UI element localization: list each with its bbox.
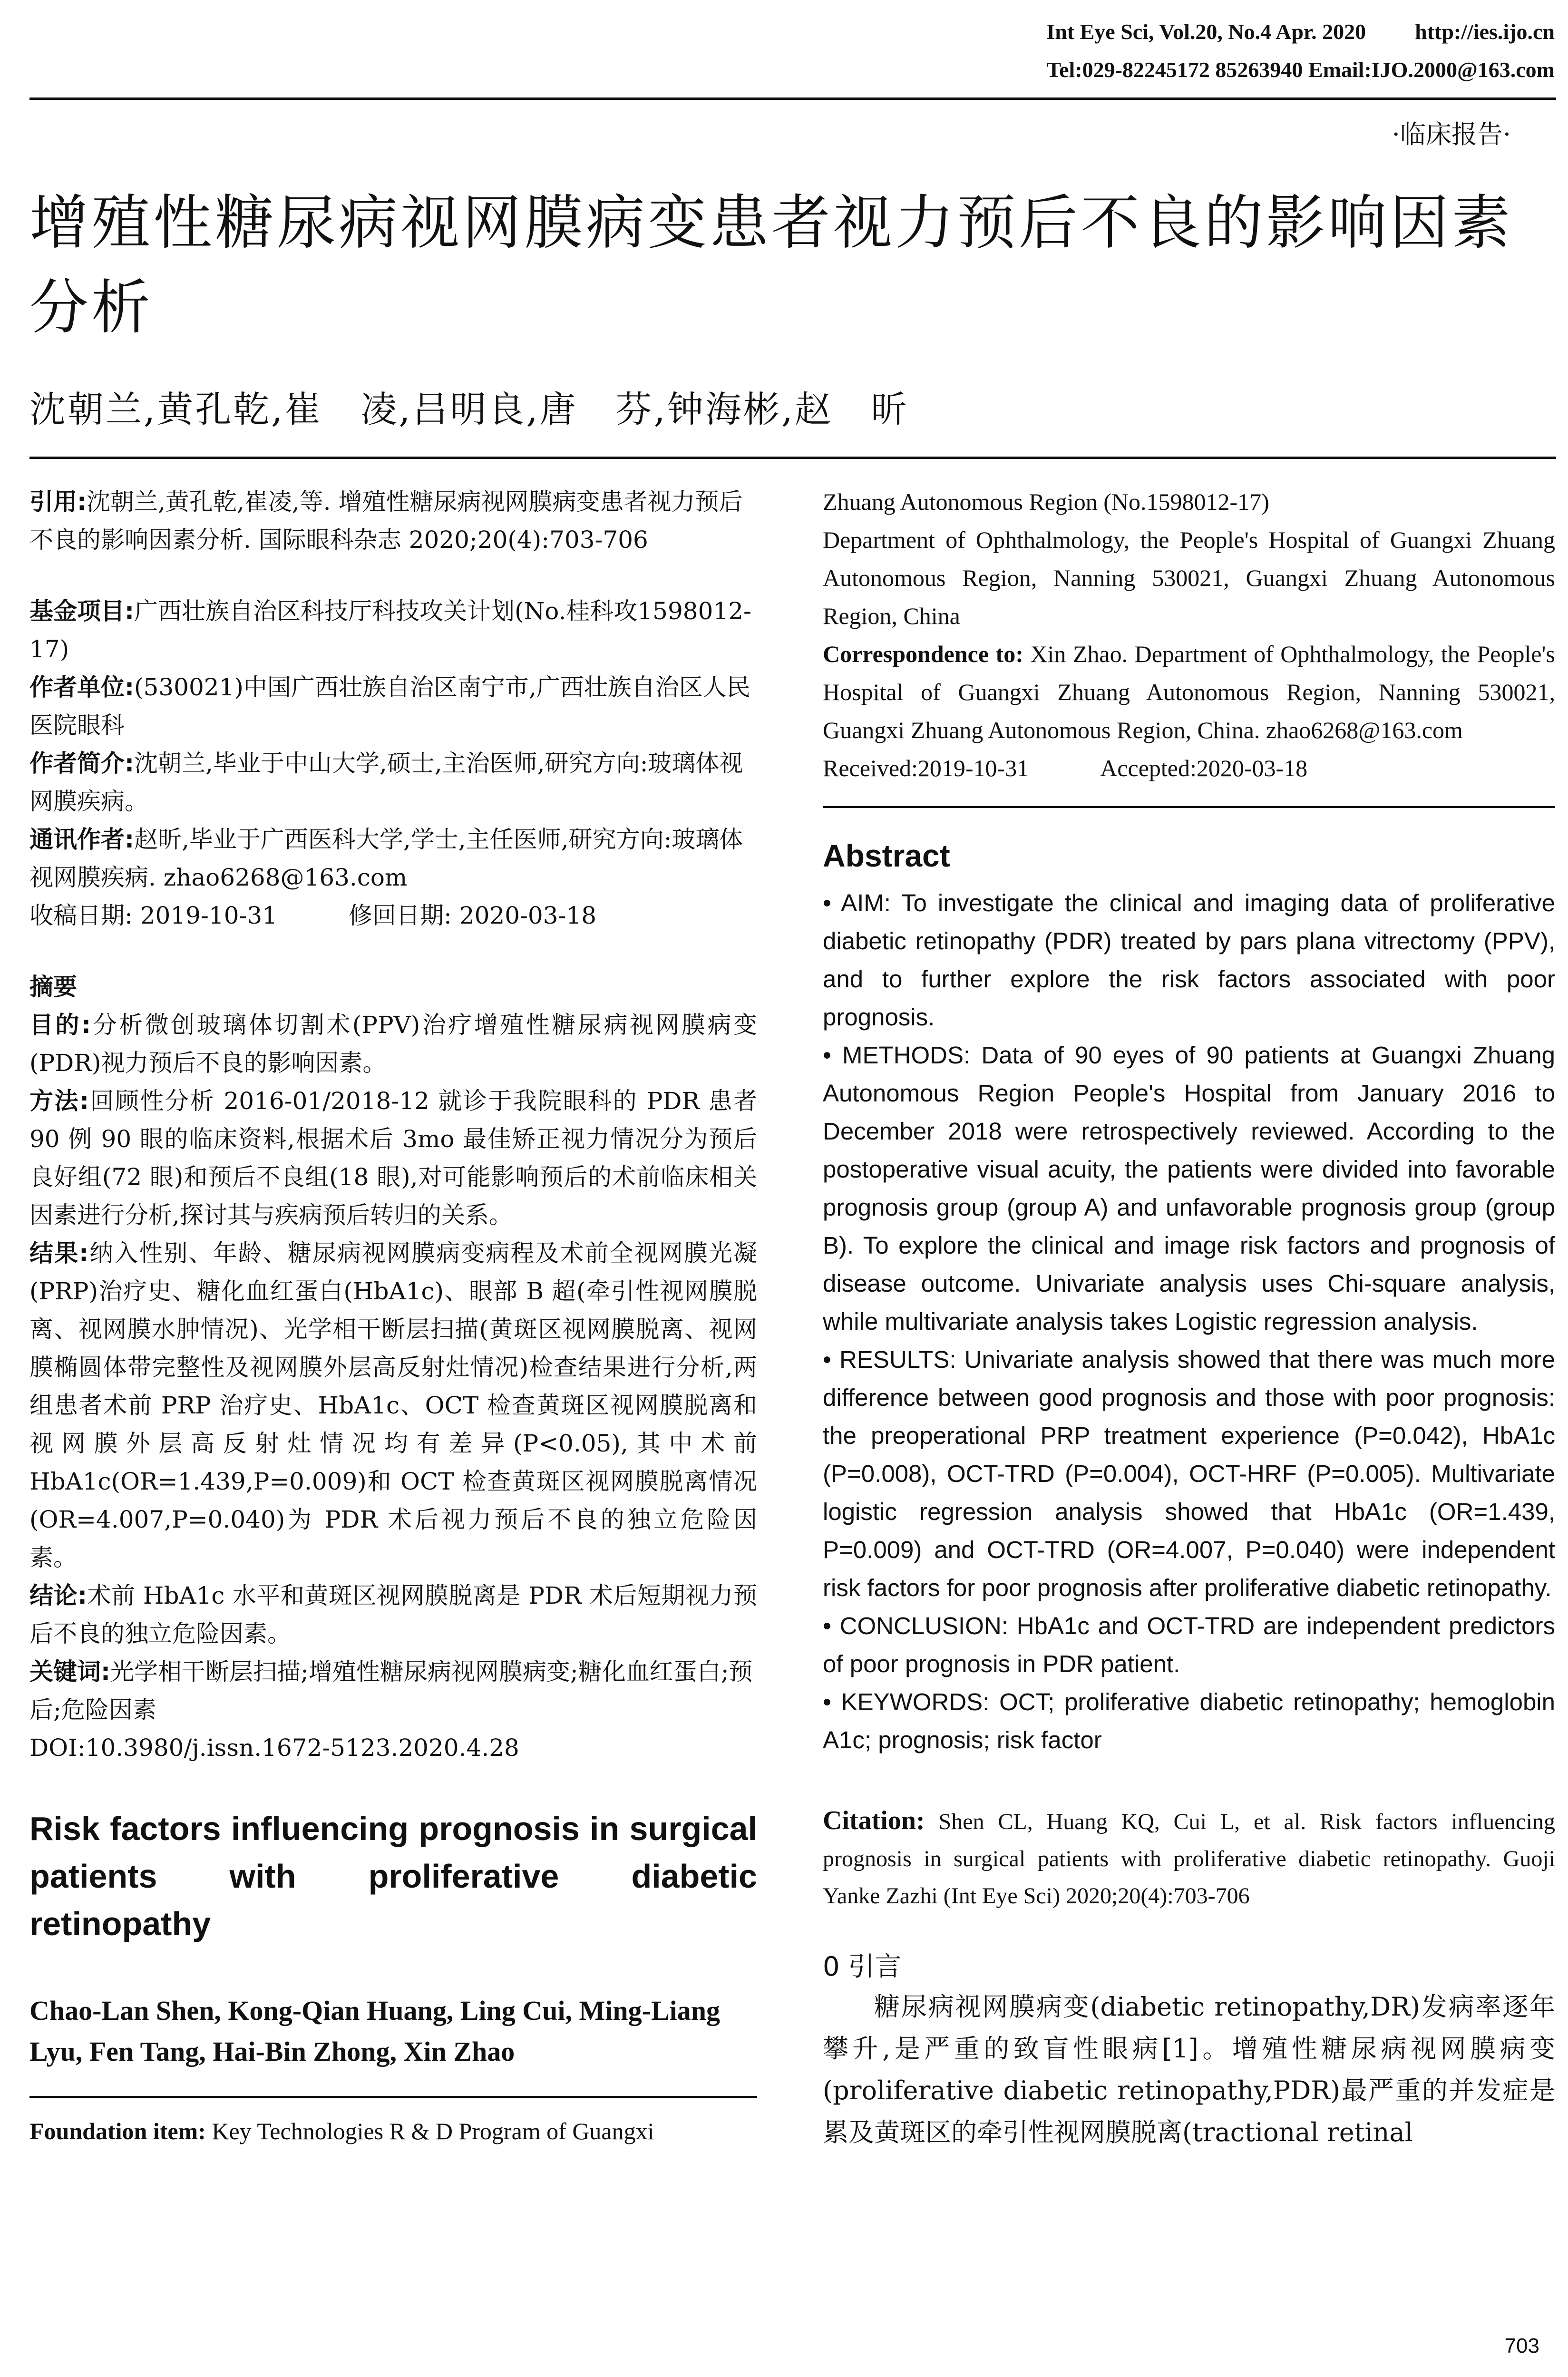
keywords-label: 关键词: bbox=[29, 1658, 110, 1685]
citation-en bbox=[823, 1802, 1555, 1915]
dates-cn: 收稿日期: 2019-10-31 修回日期: 2020-03-18 bbox=[29, 902, 597, 929]
journal-url[interactable]: http://ies.ijo.cn bbox=[1415, 19, 1555, 44]
unit-label: 作者单位: bbox=[29, 673, 134, 701]
correspondence-label: Correspondence to: bbox=[823, 641, 1023, 667]
bio-cn bbox=[29, 744, 757, 820]
fund-label: 基金项目: bbox=[29, 597, 134, 625]
corr-label: 通讯作者: bbox=[29, 826, 134, 853]
keywords-text: 光学相干断层扫描;增殖性糖尿病视网膜病变;糖化血红蛋白;预后;危险因素 bbox=[29, 1658, 753, 1724]
correspondence-en bbox=[823, 635, 1555, 749]
conclusion-label: 结论: bbox=[29, 1582, 87, 1609]
abstract-conclusion: • CONCLUSION: HbA1c and OCT-TRD are independent predictors of poor prognosis in PDR patient. bbox=[823, 1612, 1555, 1677]
results-text: 纳入性别、年龄、糖尿病视网膜病变病程及术前全视网膜光凝(PRP)治疗史、糖化血红蛋白(HbA1c)、眼部 B 超(牵引性视网膜脱离、视网膜水肿情况)、光学相干断层扫描(黄斑区视网膜脱离、视网膜椭圆体带完整性及视网膜外层高反射灶情况)检查结果进行分析,两组患者术前 PRP 治疗史、HbA1c、OCT 检查黄斑区视网膜脱离和视网膜外层高反射灶情况均有差异(P<0.05),其中术前 HbA1c(OR=1.439,P=0.009)和 OCT 检查黄斑区视网膜脱离情况(OR=4.007,P=0.040)为 PDR 术后视力预后不良的独立危险因素。 bbox=[29, 1239, 758, 1571]
corr-text: 赵昕,毕业于广西医科大学,学士,主任医师,研究方向:玻璃体视网膜疾病. zhao6268@163.com bbox=[29, 826, 743, 891]
methods-cn bbox=[29, 1082, 757, 1234]
abstract-heading-en: Abstract bbox=[823, 838, 950, 873]
journal-contact: Tel:029-82245172 85263940 Email:IJO.2000@163.com bbox=[1046, 58, 1555, 82]
left-column bbox=[29, 483, 757, 2150]
intro-text: 糖尿病视网膜病变(diabetic retinopathy,DR)发病率逐年攀升,是严重的致盲性眼病[1]。增殖性糖尿病视网膜病变(proliferative diabetic retinopathy,PDR)最严重的并发症是累及黄斑区的牵引性视网膜脱离(tractional retinal bbox=[823, 1992, 1555, 2147]
right-column bbox=[823, 483, 1555, 2153]
unit-text: (530021)中国广西壮族自治区南宁市,广西壮族自治区人民医院眼科 bbox=[29, 673, 750, 739]
foundation-cont: Zhuang Autonomous Region (No.1598012-17) bbox=[823, 488, 1269, 515]
citation-en-text: Shen CL, Huang KQ, Cui L, et al. Risk factors influencing prognosis in surgical patients with proliferative diabetic retinopathy. Guoji Yanke Zazhi (Int Eye Sci) 2020;20(4):703-706 bbox=[823, 1809, 1556, 1909]
abstract-results: • RESULTS: Univariate analysis showed that there was much more difference between good prognosis and those with poor prognosis: the preoperational PRP treatment experience (P=0.042), HbA1c (P=0.008), OCT-TRD (P=0.004), OCT-HRF (P=0.005). Multivariate logistic regression analysis showed that HbA1c (OR=1.439, P=0.009) and OCT-TRD (OR=4.007, P=0.040) were independent risk factors for poor prognosis after proliferative diabetic retinopathy. bbox=[823, 1346, 1555, 1601]
correspondence-text: Xin Zhao. Department of Ophthalmology, the People's Hospital of Guangxi Zhuang Autonomous Region, Nanning 530021, Guangxi Zhuang Autonomous Region, China. zhao6268@163.com bbox=[823, 641, 1555, 743]
purpose-text: 分析微创玻璃体切割术(PPV)治疗增殖性糖尿病视网膜病变(PDR)视力预后不良的影响因素。 bbox=[29, 1011, 758, 1077]
corr-cn bbox=[29, 820, 757, 896]
keywords-cn bbox=[29, 1653, 757, 1729]
journal-info: Int Eye Sci, Vol.20, No.4 Apr. 2020 bbox=[1046, 19, 1366, 44]
results-label: 结果: bbox=[29, 1239, 89, 1267]
foundation-text: Key Technologies R & D Program of Guangxi bbox=[212, 2118, 654, 2144]
foundation-rule bbox=[29, 2096, 757, 2098]
department-en: Department of Ophthalmology, the People's Hospital of Guangxi Zhuang Autonomous Region, Nanning 530021, Guangxi Zhuang Autonomous Region, China bbox=[823, 526, 1555, 629]
conclusion-text: 术前 HbA1c 水平和黄斑区视网膜脱离是 PDR 术后短期视力预后不良的独立危险因素。 bbox=[29, 1582, 757, 1647]
unit-cn bbox=[29, 668, 757, 744]
authors-cn: 沈朝兰,黄孔乾,崔 凌,吕明良,唐 芬,钟海彬,赵 昕 bbox=[29, 388, 909, 430]
authors-en: Chao-Lan Shen, Kong-Qian Huang, Ling Cui, Ming-Liang Lyu, Fen Tang, Hai-Bin Zhong, Xin Zhao bbox=[29, 1995, 721, 2067]
foundation-label: Foundation item: bbox=[29, 2118, 206, 2144]
abstract-keywords: • KEYWORDS: OCT; proliferative diabetic retinopathy; hemoglobin A1c; prognosis; risk factor bbox=[823, 1688, 1555, 1754]
citation-en-label: Citation: bbox=[823, 1806, 925, 1835]
journal-header bbox=[1046, 19, 1555, 44]
page-number: 703 bbox=[1504, 2334, 1539, 2358]
header-rule bbox=[29, 97, 1556, 100]
section-tag: ·临床报告· bbox=[1392, 119, 1511, 149]
abstract-aim: • AIM: To investigate the clinical and imaging data of proliferative diabetic retinopathy (PDR) treated by pars plana vitrectomy (PPV), and to further explore the risk factors associated with poor prognosis. bbox=[823, 889, 1555, 1031]
purpose-label: 目的: bbox=[29, 1011, 91, 1039]
article-title-en: Risk factors influencing prognosis in surgical patients with proliferative diabetic retinopathy bbox=[29, 1810, 757, 1942]
purpose-cn bbox=[29, 1006, 757, 1082]
bio-text: 沈朝兰,毕业于中山大学,硕士,主治医师,研究方向:玻璃体视网膜疾病。 bbox=[29, 750, 743, 815]
results-cn bbox=[29, 1234, 757, 1577]
methods-text: 回顾性分析 2016-01/2018-12 就诊于我院眼科的 PDR 患者 90 例 90 眼的临床资料,根据术后 3mo 最佳矫正视力情况分为预后良好组(72 眼)和预后不良组(18 眼),对可能影响预后的术前临床相关因素进行分析,探讨其与疾病预后转归的关系。 bbox=[29, 1087, 757, 1229]
fund-text: 广西壮族自治区科技厅科技攻关计划(No.桂科攻1598012-17) bbox=[29, 597, 751, 663]
foundation-en bbox=[29, 2112, 757, 2150]
received-dates: Received:2019-10-31 Accepted:2020-03-18 bbox=[823, 755, 1308, 781]
intro-heading: 0 引言 bbox=[823, 1951, 902, 1982]
abstract-rule bbox=[823, 806, 1555, 808]
abstract-heading-cn: 摘要 bbox=[29, 973, 77, 1001]
methods-label: 方法: bbox=[29, 1087, 89, 1115]
citation-label: 引用: bbox=[29, 488, 87, 516]
citation-text: 沈朝兰,黄孔乾,崔凌,等. 增殖性糖尿病视网膜病变患者视力预后不良的影响因素分析. 国际眼科杂志 2020;20(4):703-706 bbox=[29, 488, 743, 554]
conclusion-cn bbox=[29, 1577, 757, 1653]
title-rule bbox=[29, 457, 1556, 459]
fund-cn bbox=[29, 592, 757, 668]
citation-cn bbox=[29, 483, 757, 559]
abstract-methods: • METHODS: Data of 90 eyes of 90 patients at Guangxi Zhuang Autonomous Region People's Hospital from January 2016 to December 2018 were retrospectively reviewed. According to the postoperative visual acuity, the patients were divided into favorable prognosis group (group A) and unfavorable prognosis group (group B). To explore the clinical and image risk factors and prognosis of disease outcome. Univariate analysis uses Chi-square analysis, while multivariate analysis takes Logistic regression analysis. bbox=[823, 1042, 1555, 1335]
article-title-cn: 增殖性糖尿病视网膜病变患者视力预后不良的影响因素分析 bbox=[29, 189, 1514, 342]
bio-label: 作者简介: bbox=[29, 750, 134, 777]
doi[interactable]: DOI:10.3980/j.issn.1672-5123.2020.4.28 bbox=[29, 1734, 519, 1762]
